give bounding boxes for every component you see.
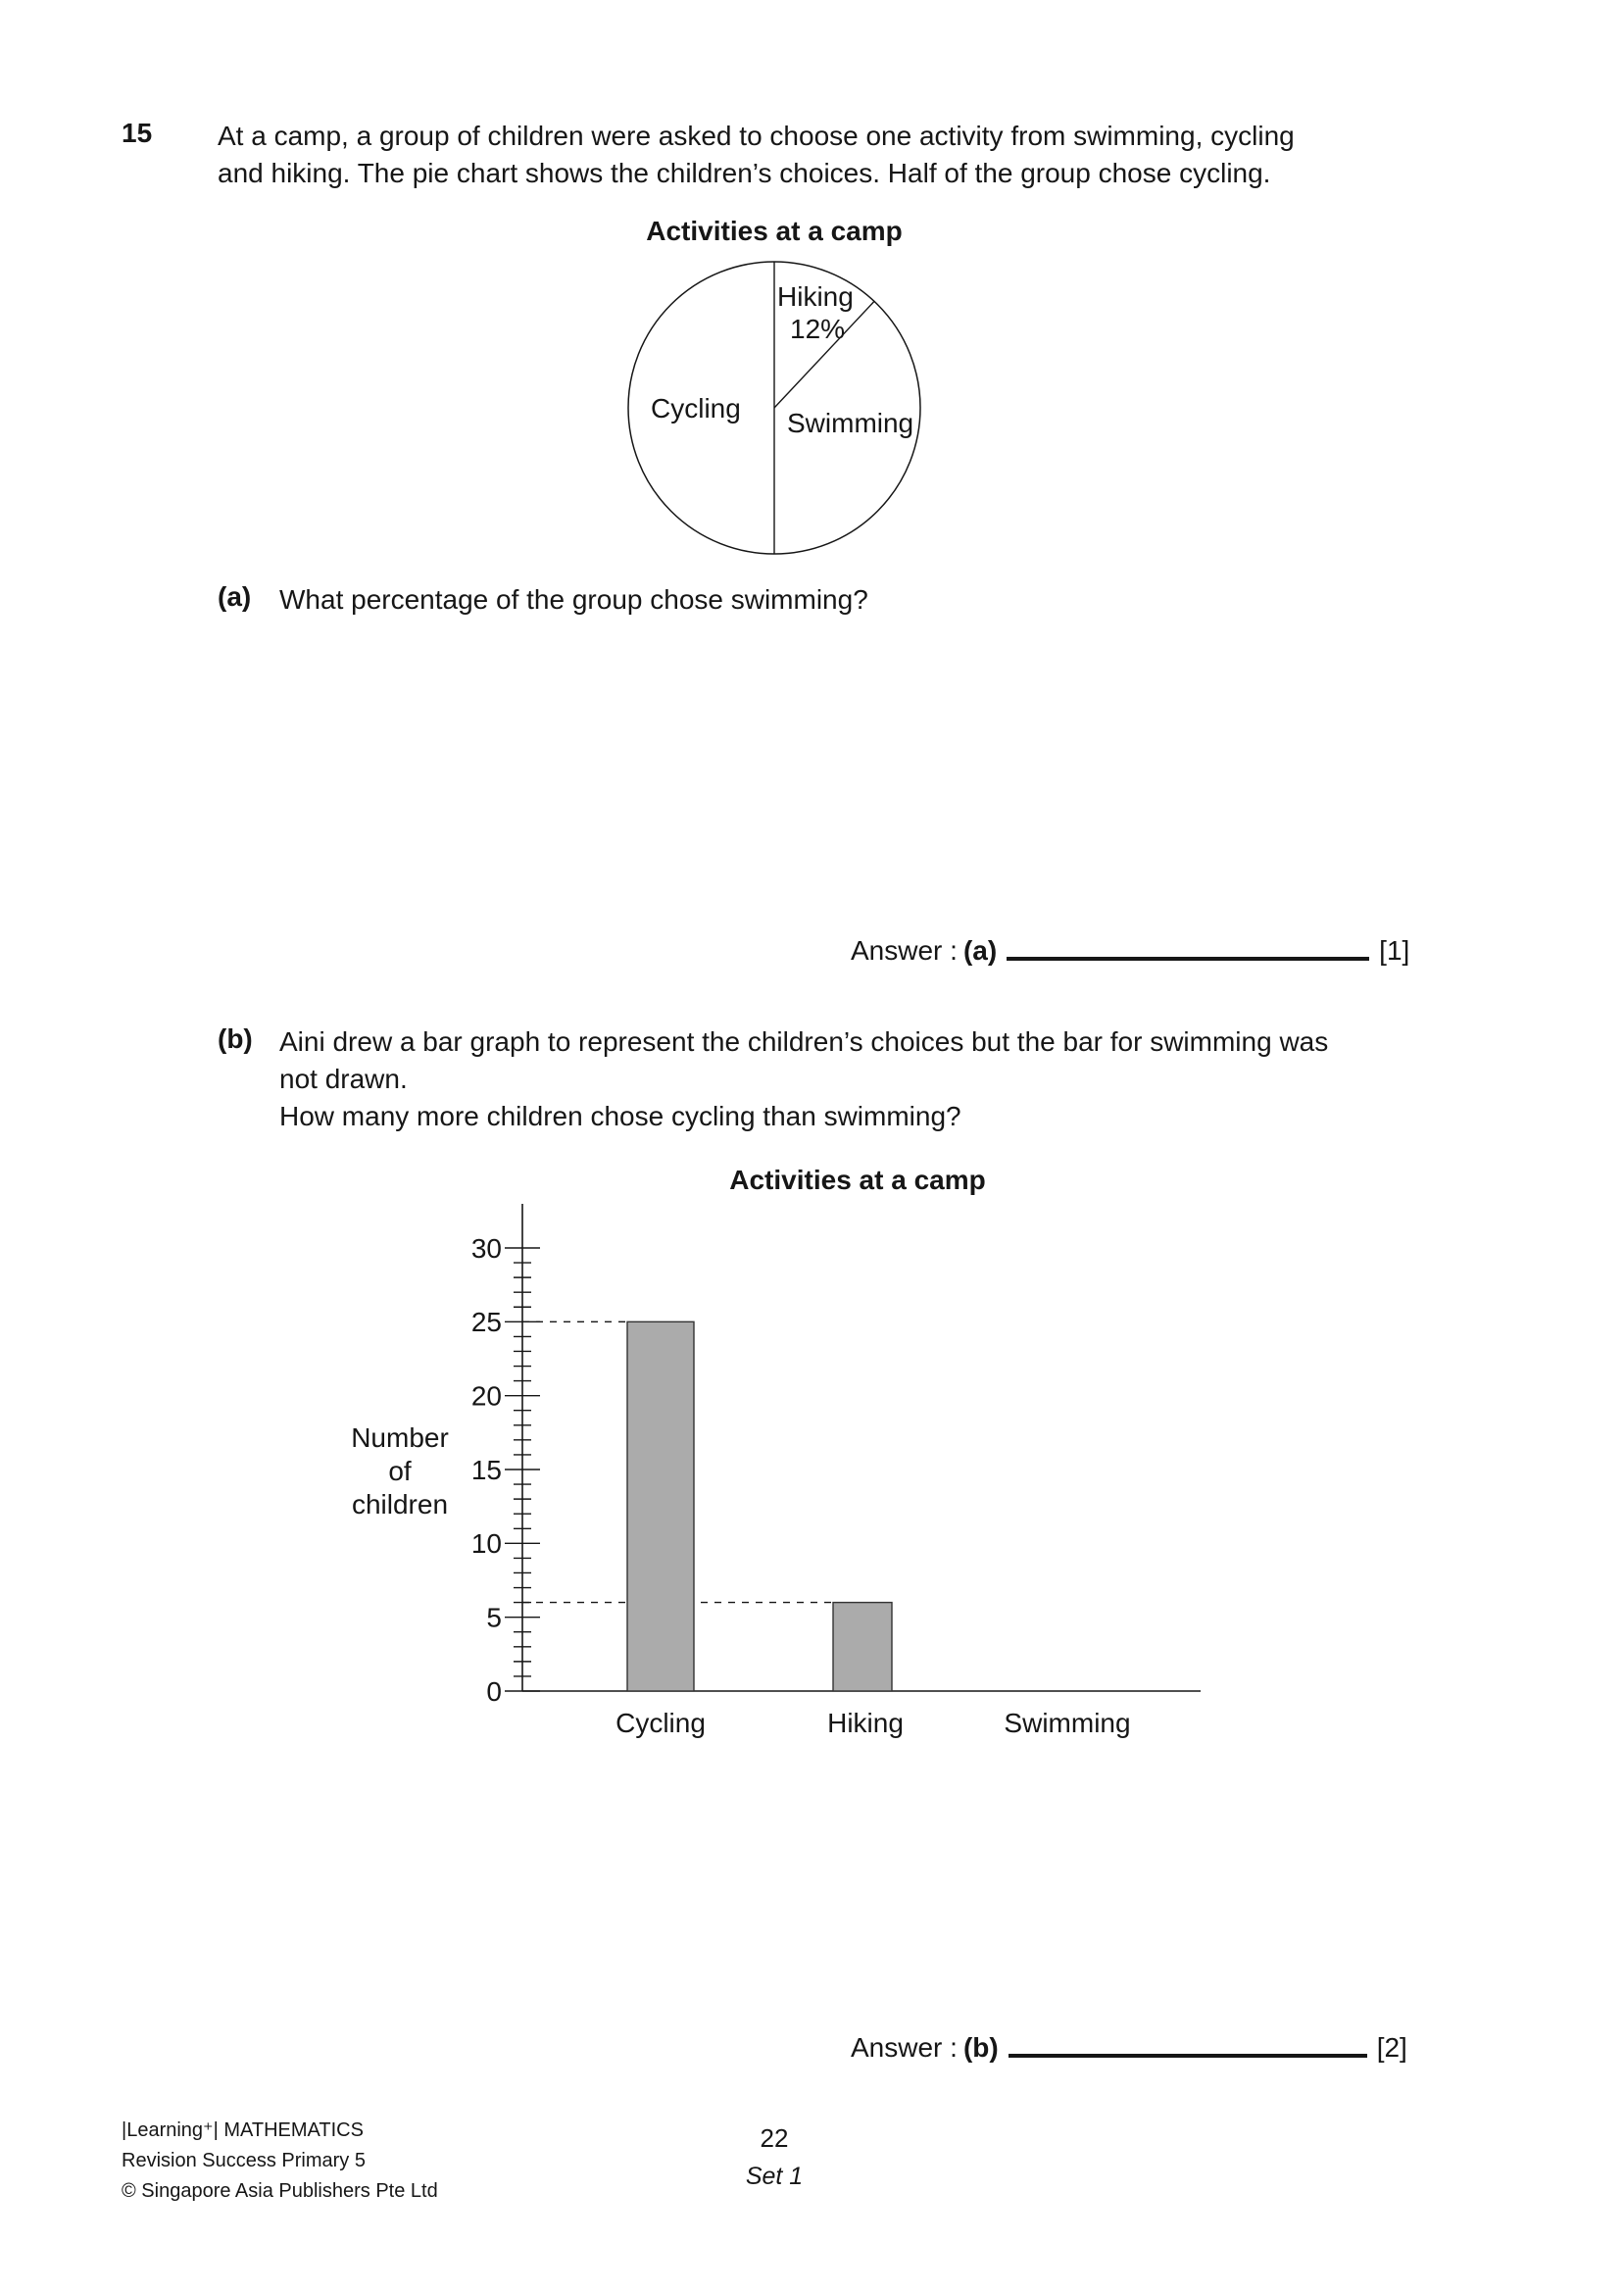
x-category-label-hiking: Hiking bbox=[827, 1708, 904, 1738]
y-tick-label: 15 bbox=[470, 1454, 502, 1485]
y-tick-label: 5 bbox=[486, 1602, 502, 1633]
x-category-label-cycling: Cycling bbox=[615, 1708, 706, 1738]
page-number: 22 bbox=[760, 2123, 789, 2153]
answer-a-prefix: Answer : bbox=[851, 935, 958, 966]
footer-copyright: © Singapore Asia Publishers Pte Ltd bbox=[122, 2180, 438, 2202]
part-a-label: (a) bbox=[218, 581, 252, 612]
x-category-label-swimming: Swimming bbox=[1004, 1708, 1131, 1738]
part-a-text: What percentage of the group chose swimming? bbox=[279, 584, 868, 615]
part-b-text-line-3: How many more children chose cycling than swimming? bbox=[279, 1101, 961, 1131]
footer-series-title: |Learning⁺| MATHEMATICS bbox=[122, 2119, 364, 2141]
answer-row-a bbox=[851, 935, 1409, 967]
y-tick-label: 0 bbox=[486, 1675, 502, 1707]
pie-label-cycling: Cycling bbox=[651, 393, 741, 424]
part-b-label: (b) bbox=[218, 1023, 253, 1054]
bar-y-axis-label bbox=[331, 1421, 468, 1521]
bar-cycling bbox=[627, 1321, 694, 1691]
question-text bbox=[218, 118, 1295, 192]
footer-publisher-info bbox=[122, 2116, 438, 2207]
question-text-line-2: and hiking. The pie chart shows the children’s choices. Half of the group chose cycling. bbox=[218, 158, 1271, 188]
y-tick-label: 20 bbox=[470, 1380, 502, 1412]
answer-b-part-label: (b) bbox=[962, 2032, 999, 2063]
y-tick-label: 10 bbox=[470, 1528, 502, 1560]
answer-a-part-label: (a) bbox=[962, 935, 998, 966]
bar-hiking bbox=[833, 1603, 892, 1691]
part-b-text bbox=[279, 1023, 1328, 1135]
pie-label-hiking-percent: 12% bbox=[790, 314, 846, 344]
question-number: 15 bbox=[122, 118, 153, 148]
footer-book-title: Revision Success Primary 5 bbox=[122, 2150, 366, 2171]
answer-b-blank-line bbox=[1009, 2054, 1367, 2058]
part-b-text-line-2: not drawn. bbox=[279, 1064, 408, 1094]
answer-b-prefix: Answer : bbox=[851, 2032, 958, 2063]
answer-a-marks: [1] bbox=[1379, 935, 1410, 966]
y-axis-label-line-3: children bbox=[351, 1489, 449, 1520]
bar-chart-title: Activities at a camp bbox=[729, 1165, 986, 1195]
y-tick-label: 25 bbox=[470, 1307, 502, 1338]
footer-page-block bbox=[701, 2123, 848, 2191]
answer-row-b bbox=[851, 2032, 1407, 2064]
y-axis-label-line-1: Number bbox=[351, 1422, 449, 1453]
answer-a-blank-line bbox=[1007, 957, 1369, 961]
pie-chart-title: Activities at a camp bbox=[646, 216, 903, 246]
set-label: Set 1 bbox=[745, 2163, 804, 2190]
question-text-line-1: At a camp, a group of children were asked to choose one activity from swimming, cycling bbox=[218, 121, 1295, 151]
part-b-text-line-1: Aini drew a bar graph to represent the children’s choices but the bar for swimming was bbox=[279, 1026, 1329, 1057]
y-tick-label: 30 bbox=[470, 1232, 502, 1264]
pie-label-hiking: Hiking bbox=[777, 281, 854, 312]
y-axis-label-line-2: of bbox=[388, 1456, 412, 1486]
pie-label-swimming: Swimming bbox=[787, 408, 914, 438]
pie-chart bbox=[626, 260, 922, 556]
answer-b-marks: [2] bbox=[1376, 2032, 1407, 2063]
